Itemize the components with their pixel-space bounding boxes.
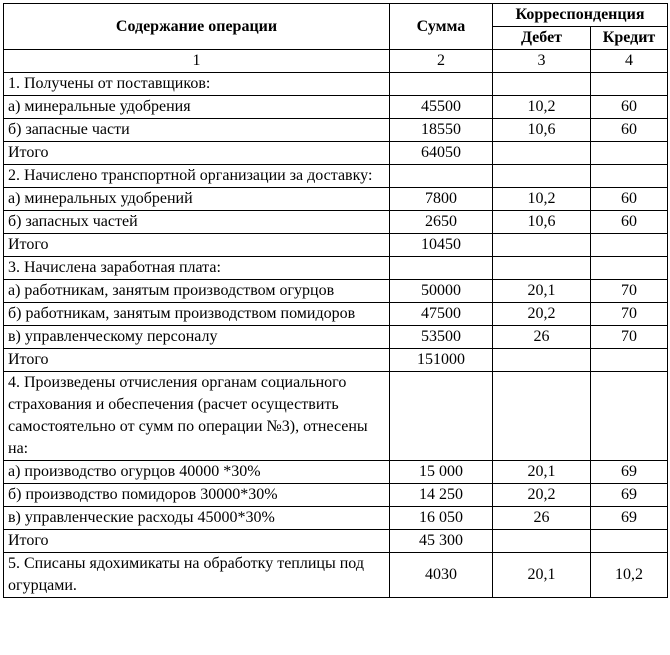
sum-cell: 10450 [390,234,493,257]
credit-cell: 70 [591,326,668,349]
table-row [4,188,668,211]
operation-cell: а) производство огурцов 40000 *30% [4,461,390,484]
debit-cell: 20,1 [493,280,591,303]
operation-cell: а) работникам, занятым производством огурцов [4,280,390,303]
debit-cell: 10,6 [493,119,591,142]
table-row [4,461,668,484]
credit-cell: 69 [591,484,668,507]
sum-cell: 64050 [390,142,493,165]
credit-cell [591,257,668,280]
credit-cell: 70 [591,303,668,326]
operation-cell: Итого [4,349,390,372]
sum-cell: 15 000 [390,461,493,484]
debit-cell [493,257,591,280]
operation-cell: а) минеральных удобрений [4,188,390,211]
table-row [4,553,668,598]
credit-cell [591,142,668,165]
sum-cell [390,165,493,188]
credit-cell: 69 [591,461,668,484]
credit-cell [591,73,668,96]
table-row [4,96,668,119]
debit-cell [493,234,591,257]
table-row [4,142,668,165]
credit-cell [591,530,668,553]
operation-cell: 5. Списаны ядохимикаты на обработку теплицы под огурцами. [4,553,390,598]
credit-cell [591,372,668,461]
operation-cell: а) минеральные удобрения [4,96,390,119]
debit-cell: 20,2 [493,303,591,326]
debit-cell [493,530,591,553]
sum-cell: 151000 [390,349,493,372]
table-row [4,507,668,530]
table-row [4,303,668,326]
sum-cell: 47500 [390,303,493,326]
debit-cell [493,73,591,96]
debit-cell [493,142,591,165]
credit-cell [591,165,668,188]
debit-cell: 20,2 [493,484,591,507]
operation-cell: б) производство помидоров 30000*30% [4,484,390,507]
debit-cell: 26 [493,326,591,349]
credit-cell: 70 [591,280,668,303]
operation-cell: б) запасные части [4,119,390,142]
credit-cell: 69 [591,507,668,530]
header-correspondence: Корреспонденция [493,4,668,27]
index-cell: 4 [591,50,668,73]
credit-cell [591,349,668,372]
sum-cell: 2650 [390,211,493,234]
table-row [4,234,668,257]
debit-cell: 10,6 [493,211,591,234]
sum-cell: 45500 [390,96,493,119]
sum-cell: 50000 [390,280,493,303]
table-row [4,280,668,303]
sum-cell: 4030 [390,553,493,598]
index-cell: 1 [4,50,390,73]
operation-cell: в) управленческие расходы 45000*30% [4,507,390,530]
table-row [4,257,668,280]
credit-cell: 60 [591,119,668,142]
credit-cell: 10,2 [591,553,668,598]
credit-cell [591,234,668,257]
table-row [4,326,668,349]
table-row [4,119,668,142]
operation-cell: 4. Произведены отчисления органам социального страхования и обеспечения (расчет осуществить самостоятельно от сумм по операции №3), отнесены на: [4,372,390,461]
header-sum: Сумма [390,4,493,50]
header-credit: Кредит [591,27,668,50]
header-debit: Дебет [493,27,591,50]
debit-cell [493,165,591,188]
table-row [4,73,668,96]
sum-cell: 53500 [390,326,493,349]
operations-table [3,3,668,598]
operation-cell: 1. Получены от поставщиков: [4,73,390,96]
operation-cell: б) запасных частей [4,211,390,234]
sum-cell [390,73,493,96]
credit-cell: 60 [591,188,668,211]
table-row [4,349,668,372]
table-row [4,484,668,507]
sum-cell [390,372,493,461]
table-row [4,211,668,234]
operation-cell: 3. Начислена заработная плата: [4,257,390,280]
credit-cell: 60 [591,211,668,234]
index-cell: 3 [493,50,591,73]
table-row [4,372,668,461]
debit-cell [493,349,591,372]
operation-cell: Итого [4,530,390,553]
sum-cell: 14 250 [390,484,493,507]
sum-cell [390,257,493,280]
operation-cell: Итого [4,234,390,257]
debit-cell: 10,2 [493,188,591,211]
operation-cell: в) управленческому персоналу [4,326,390,349]
debit-cell [493,372,591,461]
credit-cell: 60 [591,96,668,119]
header-operation: Содержание операции [4,4,390,50]
sum-cell: 7800 [390,188,493,211]
index-cell: 2 [390,50,493,73]
debit-cell: 20,1 [493,461,591,484]
table-row [4,165,668,188]
operation-cell: б) работникам, занятым производством помидоров [4,303,390,326]
index-row [4,50,668,73]
sum-cell: 45 300 [390,530,493,553]
table-row [4,530,668,553]
operation-cell: Итого [4,142,390,165]
debit-cell: 20,1 [493,553,591,598]
debit-cell: 26 [493,507,591,530]
sum-cell: 18550 [390,119,493,142]
operation-cell: 2. Начислено транспортной организации за доставку: [4,165,390,188]
sum-cell: 16 050 [390,507,493,530]
debit-cell: 10,2 [493,96,591,119]
